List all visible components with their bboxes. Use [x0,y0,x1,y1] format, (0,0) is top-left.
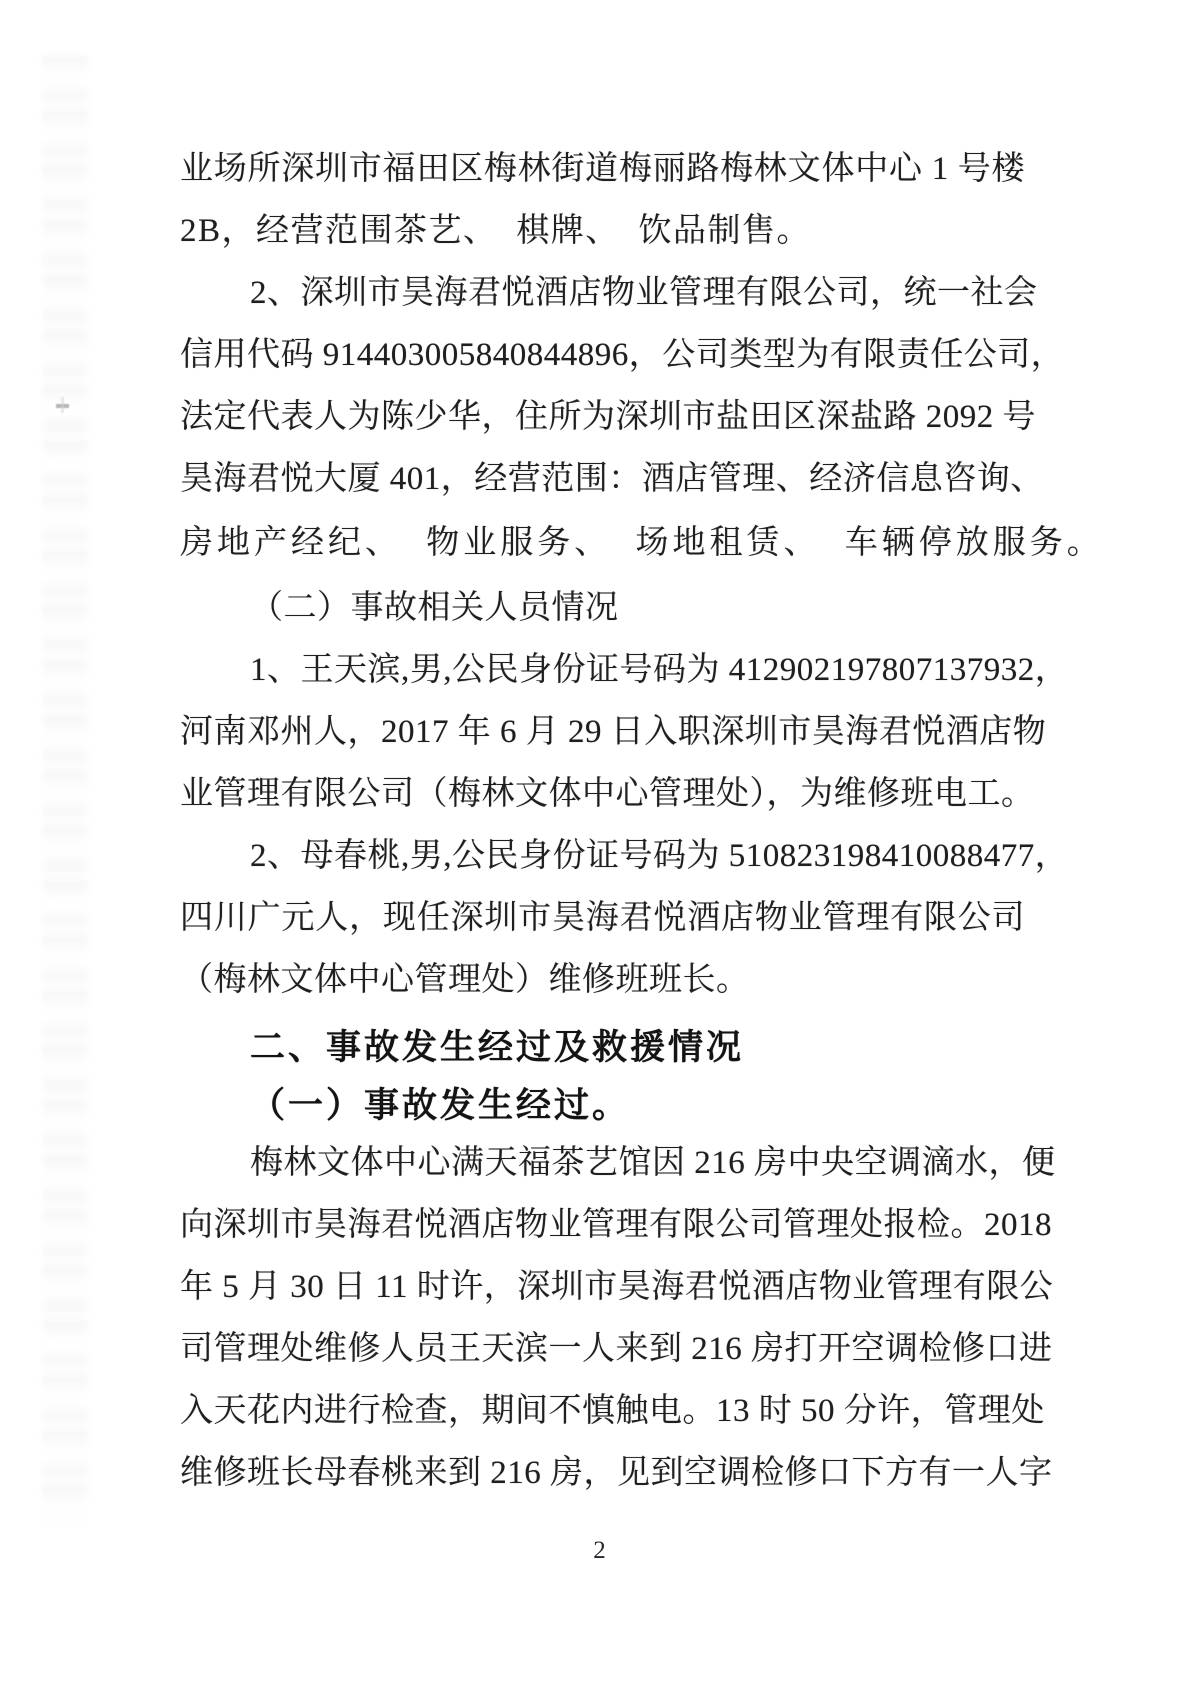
scan-bleedthrough-artifact [42,55,88,1520]
document-line: 昊海君悦大厦 401，经营范围：酒店管理、经济信息咨询、 [180,461,1044,497]
document-line: 司管理处维修人员王天滨一人来到 216 房打开空调检修口进 [180,1331,1053,1367]
document-line: 维修班长母春桃来到 216 房，见到空调检修口下方有一人字 [180,1455,1053,1491]
document-line: 业管理有限公司（梅林文体中心管理处），为维修班电工。 [180,776,1035,812]
document-line: 梅林文体中心满天福茶艺馆因 216 房中央空调滴水，便 [250,1145,1056,1181]
document-line: 年 5 月 30 日 11 时许，深圳市昊海君悦酒店物业管理有限公 [180,1269,1054,1305]
document-line: 房地产经纪、 物业服务、 场地租赁、 车辆停放服务。 [180,525,1104,561]
document-line: 信用代码 914403005840844896，公司类型为有限责任公司， [180,337,1065,373]
scan-speck-artifact [56,404,69,408]
document-line: 2、母春桃,男,公民身份证号码为 510823198410088477， [250,838,1069,874]
document-line: 入天花内进行检查，期间不慎触电。13 时 50 分许，管理处 [180,1393,1045,1429]
document-line: （梅林文体中心管理处）维修班班长。 [180,962,750,998]
document-line: 法定代表人为陈少华，住所为深圳市盐田区深盐路 2092 号 [180,399,1036,435]
document-section-heading: （一）事故发生经过。 [250,1086,631,1125]
document-line: 河南邓州人，2017 年 6 月 29 日入职深圳市昊海君悦酒店物 [180,714,1047,750]
document-line: 业场所深圳市福田区梅林街道梅丽路梅林文体中心 1 号楼 [180,151,1025,187]
document-section-heading: （二）事故相关人员情况 [250,590,619,626]
document-chapter-heading: 二、事故发生经过及救援情况 [250,1028,745,1067]
document-line: 四川广元人，现任深圳市昊海君悦酒店物业管理有限公司 [180,900,1025,936]
document-line: 2B，经营范围茶艺、 棋牌、 饮品制售。 [180,213,812,249]
document-line: 向深圳市昊海君悦酒店物业管理有限公司管理处报检。2018 [180,1207,1052,1243]
document-line: 2、深圳市昊海君悦酒店物业管理有限公司，统一社会 [250,275,1038,311]
page-number: 2 [593,1537,606,1564]
document-line: 1、王天滨,男,公民身份证号码为 412902197807137932， [250,652,1069,688]
